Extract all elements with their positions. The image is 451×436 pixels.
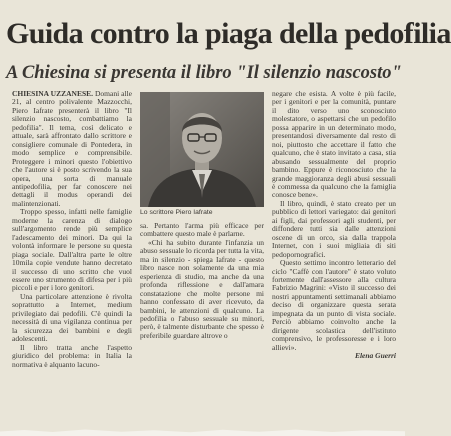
- article-column-1: [12, 90, 132, 428]
- article-paragraph: negare che esista. A volte è più facile, per i genitori e per la comunità, puntare il dito verso uno sconosciuto molestatore, o aspettarsi che un pedofilo possa apparire in un determinato modo, presentandosi diversamente dal resto di noi, piuttosto che accettare il fatto che qualcuno, che è stato invitato a casa, stia abusando sessualmente del proprio bambino. Eppure è riconosciuto che la grande maggioranza degli abusi sessuali è commessa da qualcuno che la famiglia conosce bene».: [272, 89, 396, 200]
- subheadline: A Chiesina si presenta il libro "Il silenzio nascosto": [6, 63, 402, 83]
- article-paragraph: sa. Pertanto l'arma più efficace per combattere questo male è parlarne.: [140, 221, 264, 239]
- author-photo: [140, 92, 264, 207]
- article-paragraph: «Chi ha subito durante l'infanzia un abuso sessuale lo ricorda per tutta la vita, ma in silenzio - spiega Iafrate - questo libro nasce non solamente da una mia esperienza di studio, ma anche da una profonda riflessione e dall'amara constatazione che molte persone mi hanno confessato di aver ricevuto, da bambini, le attenzioni di qualcuno. La pedofilia o l'abuso sessuale su minori, però, è talmente disturbante che spesso è preferibile guardare altrove o: [140, 237, 264, 340]
- article-paragraph: [12, 90, 132, 208]
- paragraph-text: Domani alle 21, al centro polivalente Mazzocchi, Piero Iafrate presenterà il libro "Il silenzio nascosto, combattiamo la pedofilia". Il tema, così delicato e attuale, sarà affrontato dallo scrittore e consigliere comunale di Pontedera, in modo semplice e comprensibile. Proteggere i minori questo l'obiettivo che l'autore si è posto scrivendo la sua opera, una sorta di manuale antipedofilia, per far conoscere nei dettagli il modus operandi dei malintenzionati.: [12, 89, 133, 208]
- author-portrait-image: [140, 92, 264, 207]
- dateline: CHIESINA UZZANESE.: [12, 89, 93, 98]
- article-paragraph: Il libro tratta anche l'aspetto giuridico del problema: in Italia la normativa è alquanto lacuno-: [12, 342, 132, 369]
- headline: Guida contro la piaga della pedofilia: [6, 17, 451, 50]
- author-signature: Elena Guerri: [354, 351, 396, 361]
- article-column-3: [272, 90, 396, 428]
- article-paragraph: Una particolare attenzione è rivolta soprattutto a Internet, medium privilegiato dai pedofili. C'è quindi la necessità di una vigilanza continua per la sicurezza dei bambini e degli adolescenti.: [12, 291, 132, 344]
- article-paragraph: Il libro, quindi, è stato creato per un pubblico di lettori variegato: dai genitori ai figli, dai professori agli studenti, per diffondere tutti sia dalle attenzioni oscene di un orco, sia dalla trappola Internet, con i suoi migliaia di siti pedopornografici.: [272, 198, 396, 259]
- photo-caption: Lo scrittore Piero Iafrate: [140, 209, 213, 216]
- article-column-2: [140, 222, 264, 428]
- article-paragraph: Troppo spesso, infatti nelle famiglie moderne la carenza di dialogo sull'argomento rende più semplice l'adescamento dei minori. Da qui la volontà informare le persone su questa piaga sociale. Dall'altra parte le oltre 10mila copie vendute hanno decretato il successo di uno scritto che vuol essere uno strumento di difesa per i più piccoli e per i loro genitori.: [12, 207, 132, 293]
- article-paragraph: Questo settimo incontro letterario del ciclo "Caffè con l'autore" è stato voluto fortemente dall'assessore alla cultura Fabrizio Magrini: «Visto il successo dei nostri appuntamenti settimanali abbiamo deciso di organizzare questa serata impegnata da un punto di vista sociale. Perciò abbiamo coinvolto anche la dirigente scolastica dell'istituto comprensivo, le professoresse e i loro allievi».: [272, 258, 396, 352]
